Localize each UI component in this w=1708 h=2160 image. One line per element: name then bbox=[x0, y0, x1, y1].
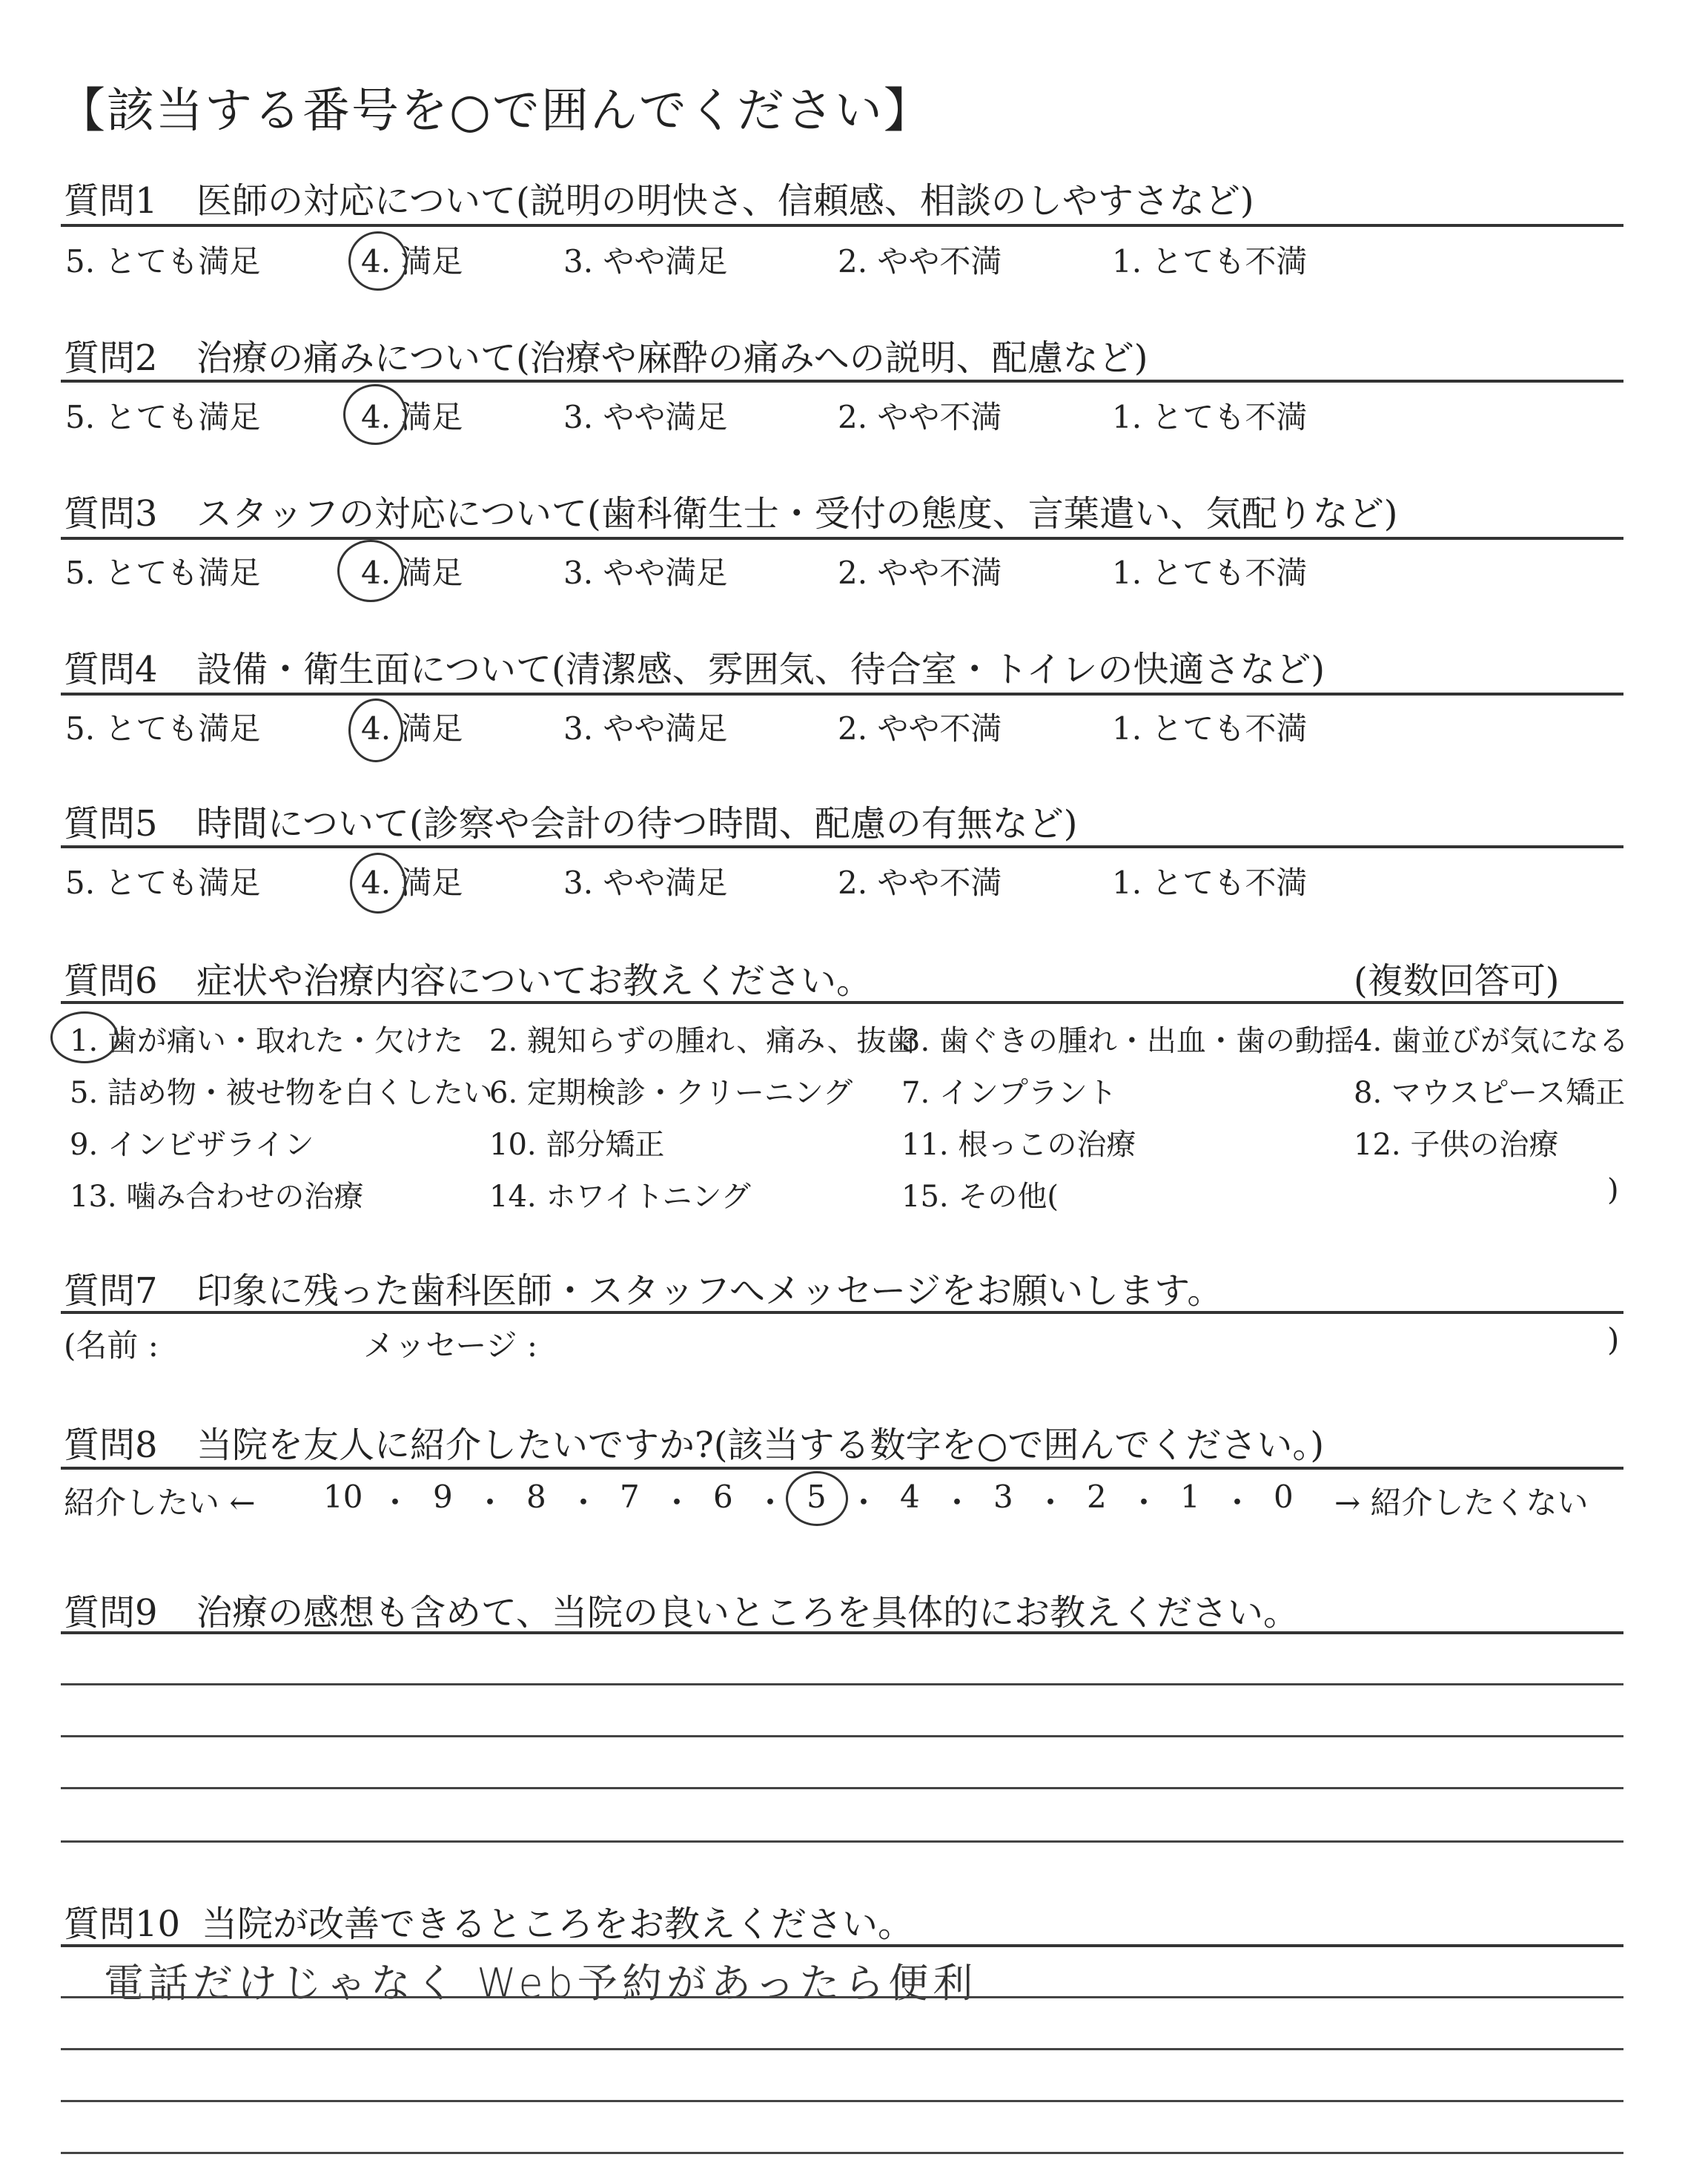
q8-score-0[interactable]: 0 bbox=[1274, 1479, 1294, 1515]
question-3-rule bbox=[61, 537, 1623, 540]
q8-sep: ・ bbox=[1128, 1484, 1160, 1521]
q8-score-10[interactable]: 10 bbox=[323, 1479, 363, 1515]
writing-line bbox=[61, 2152, 1623, 2154]
question-2-rule bbox=[61, 380, 1623, 383]
q7-close-paren: ) bbox=[1607, 1321, 1620, 1358]
q3-option-3[interactable]: 3. やや満足 bbox=[563, 555, 728, 591]
q4-option-1[interactable]: 1. とても不満 bbox=[1112, 710, 1308, 747]
question-6-note: (複数回答可) bbox=[1354, 960, 1560, 1002]
question-8-rule bbox=[61, 1467, 1623, 1470]
question-7-rule bbox=[61, 1311, 1623, 1314]
q8-sep: ・ bbox=[380, 1484, 411, 1521]
q3-option-1[interactable]: 1. とても不満 bbox=[1112, 555, 1308, 591]
question-3-label: 質問3 bbox=[64, 493, 158, 535]
q2-option-3[interactable]: 3. やや満足 bbox=[563, 399, 728, 435]
q6-other-close-paren: ) bbox=[1607, 1173, 1619, 1207]
q4-option-3[interactable]: 3. やや満足 bbox=[563, 710, 728, 747]
q6-option-6[interactable]: 6. 定期検診・クリーニング bbox=[489, 1076, 853, 1110]
q1-option-3[interactable]: 3. やや満足 bbox=[563, 243, 728, 280]
question-10-text: 当院が改善できるところをお教えください。 bbox=[202, 1903, 914, 1945]
question-6-rule bbox=[61, 1001, 1623, 1004]
q6-option-7[interactable]: 7. インプラント bbox=[901, 1076, 1117, 1110]
q7-name-label: (名前 : bbox=[64, 1327, 159, 1364]
q4-answer-circle bbox=[348, 698, 403, 762]
q8-left-label: 紹介したい ← bbox=[64, 1484, 256, 1521]
q6-option-8[interactable]: 8. マウスピース矯正 bbox=[1354, 1076, 1626, 1110]
q8-sep: ・ bbox=[661, 1484, 693, 1521]
q5-option-2[interactable]: 2. やや不満 bbox=[838, 865, 1002, 901]
q1-answer-circle bbox=[348, 231, 408, 291]
writing-line bbox=[61, 2048, 1623, 2050]
question-9-text: 治療の感想も含めて、当院の良いところを具体的にお教えください。 bbox=[196, 1592, 1300, 1634]
writing-line bbox=[61, 1735, 1623, 1737]
question-6-text: 症状や治療内容についてお教えください。 bbox=[196, 960, 873, 1002]
writing-line bbox=[61, 1787, 1623, 1789]
q3-option-2[interactable]: 2. やや不満 bbox=[838, 555, 1002, 591]
question-5-rule bbox=[61, 845, 1623, 848]
writing-line bbox=[61, 1840, 1623, 1843]
q6-option-11[interactable]: 11. 根っこの治療 bbox=[901, 1128, 1136, 1162]
q8-score-8[interactable]: 8 bbox=[526, 1479, 546, 1515]
q5-option-5[interactable]: 5. とても満足 bbox=[65, 865, 261, 901]
q8-sep: ・ bbox=[474, 1484, 506, 1521]
q6-option-10[interactable]: 10. 部分矯正 bbox=[489, 1128, 665, 1162]
q8-score-2[interactable]: 2 bbox=[1087, 1479, 1107, 1515]
q2-option-1[interactable]: 1. とても不満 bbox=[1112, 399, 1308, 435]
question-10-label: 質問10 bbox=[64, 1903, 181, 1945]
q6-option-2[interactable]: 2. 親知らずの腫れ、痛み、抜歯 bbox=[489, 1024, 916, 1058]
q6-option-15[interactable]: 15. その他( bbox=[901, 1180, 1059, 1214]
question-9-rule bbox=[61, 1631, 1623, 1634]
q5-option-3[interactable]: 3. やや満足 bbox=[563, 865, 728, 901]
q6-option-5[interactable]: 5. 詰め物・被せ物を白くしたい bbox=[70, 1076, 493, 1110]
question-1-label: 質問1 bbox=[64, 180, 158, 222]
question-4-text: 設備・衛生面について(清潔感、雰囲気、待合室・トイレの快適さなど) bbox=[196, 649, 1325, 690]
q4-option-2[interactable]: 2. やや不満 bbox=[838, 710, 1002, 747]
question-6-label: 質問6 bbox=[64, 960, 158, 1002]
q10-handwritten-answer[interactable]: 電話だけじゃなく Web予約があったら便利 bbox=[104, 1960, 978, 2007]
question-5-text: 時間について(診察や会計の待つ時間、配慮の有無など) bbox=[196, 803, 1078, 845]
question-1-rule bbox=[61, 224, 1623, 227]
q8-sep: ・ bbox=[848, 1484, 880, 1521]
q8-sep: ・ bbox=[1035, 1484, 1067, 1521]
q2-option-5[interactable]: 5. とても満足 bbox=[65, 399, 261, 435]
q8-scale bbox=[0, 1479, 1708, 1523]
q8-answer-circle bbox=[786, 1471, 848, 1526]
q6-option-4[interactable]: 4. 歯並びが気になる bbox=[1354, 1024, 1629, 1058]
q7-message-label: メッセージ : bbox=[363, 1327, 537, 1364]
question-4-label: 質問4 bbox=[64, 649, 158, 690]
q6-option-13[interactable]: 13. 噛み合わせの治療 bbox=[70, 1180, 364, 1214]
question-5-label: 質問5 bbox=[64, 803, 158, 845]
q6-option-12[interactable]: 12. 子供の治療 bbox=[1354, 1128, 1559, 1162]
q4-option-5[interactable]: 5. とても満足 bbox=[65, 710, 261, 747]
writing-line bbox=[61, 1996, 1623, 1998]
q8-score-3[interactable]: 3 bbox=[993, 1479, 1013, 1515]
q8-score-5[interactable]: 5 bbox=[807, 1479, 827, 1515]
q8-score-1[interactable]: 1 bbox=[1180, 1479, 1200, 1515]
q5-option-1[interactable]: 1. とても不満 bbox=[1112, 865, 1308, 901]
q6-answer-circle bbox=[50, 1011, 119, 1063]
q8-score-7[interactable]: 7 bbox=[620, 1479, 640, 1515]
question-8-label: 質問8 bbox=[64, 1424, 158, 1466]
question-7-text: 印象に残った歯科医師・スタッフへメッセージをお願いします。 bbox=[196, 1270, 1223, 1312]
question-1-text: 医師の対応について(説明の明快さ、信頼感、相談のしやすさなど) bbox=[196, 180, 1254, 222]
q3-option-4[interactable]: 4. 満足 bbox=[361, 555, 463, 591]
q5-answer-circle bbox=[350, 853, 406, 914]
question-7-label: 質問7 bbox=[64, 1270, 158, 1312]
q5-option-4[interactable]: 4. 満足 bbox=[361, 865, 463, 901]
q1-option-5[interactable]: 5. とても満足 bbox=[65, 243, 261, 280]
q8-right-label: → 紹介したくない bbox=[1334, 1484, 1589, 1521]
q8-sep: ・ bbox=[568, 1484, 600, 1521]
q8-sep: ・ bbox=[941, 1484, 973, 1521]
question-3-text: スタッフの対応について(歯科衛生士・受付の態度、言葉遣い、気配りなど) bbox=[196, 493, 1398, 535]
question-4-rule bbox=[61, 693, 1623, 696]
question-9-label: 質問9 bbox=[64, 1592, 158, 1634]
q8-sep: ・ bbox=[755, 1484, 787, 1521]
question-10-rule bbox=[61, 1944, 1623, 1947]
page-title: 【該当する番号を○で囲んでください】 bbox=[58, 84, 933, 139]
q8-score-4[interactable]: 4 bbox=[900, 1479, 920, 1515]
q1-option-4[interactable]: 4. 満足 bbox=[361, 243, 463, 280]
q6-option-1[interactable]: 1. 歯が痛い・取れた・欠けた bbox=[70, 1024, 463, 1058]
q4-option-4[interactable]: 4. 満足 bbox=[361, 710, 463, 747]
q2-option-2[interactable]: 2. やや不満 bbox=[838, 399, 1002, 435]
q8-sep: ・ bbox=[1222, 1484, 1254, 1521]
q3-option-5[interactable]: 5. とても満足 bbox=[65, 555, 261, 591]
q3-answer-circle bbox=[337, 540, 404, 602]
question-2-label: 質問2 bbox=[64, 337, 158, 379]
q6-option-3[interactable]: 3. 歯ぐきの腫れ・出血・歯の動揺 bbox=[901, 1024, 1354, 1058]
question-8-text: 当院を友人に紹介したいですか?(該当する数字を○で囲んでください。) bbox=[196, 1424, 1325, 1466]
q6-option-14[interactable]: 14. ホワイトニング bbox=[489, 1180, 751, 1214]
q2-answer-circle bbox=[343, 384, 407, 445]
q6-option-9[interactable]: 9. インビザライン bbox=[70, 1128, 314, 1162]
q1-option-2[interactable]: 2. やや不満 bbox=[838, 243, 1002, 280]
writing-line bbox=[61, 2100, 1623, 2102]
q8-score-9[interactable]: 9 bbox=[433, 1479, 453, 1515]
q8-score-6[interactable]: 6 bbox=[713, 1479, 733, 1515]
writing-line bbox=[61, 1683, 1623, 1685]
question-2-text: 治療の痛みについて(治療や麻酔の痛みへの説明、配慮など) bbox=[196, 337, 1148, 379]
q1-option-1[interactable]: 1. とても不満 bbox=[1112, 243, 1308, 280]
q2-option-4[interactable]: 4. 満足 bbox=[361, 399, 463, 435]
